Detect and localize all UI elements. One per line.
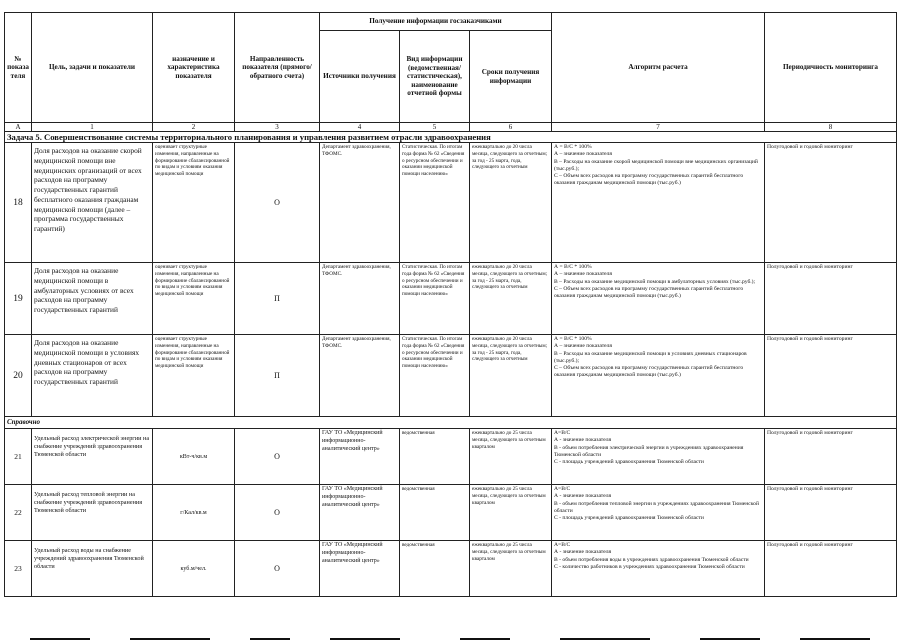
indicator-purpose: оценивает структурные изменения, направленные на формирование сбалансированной по видам и условиям оказания медицинской помощи <box>153 335 235 417</box>
monitoring-period: Полугодовой и годовой мониторинг <box>765 143 897 263</box>
calc-algorithm <box>552 541 765 597</box>
row-number: 19 <box>5 263 32 335</box>
calc-algorithm <box>552 263 765 335</box>
page-bottom-edge <box>0 636 905 640</box>
info-kind: Статистическая. По итогам года форма № 62 «Сведения о ресурсном обеспечении и оказании медицинской помощи населению» <box>400 143 470 263</box>
monitoring-period: Полугодовой и годовой мониторинг <box>765 541 897 597</box>
reference-row <box>5 417 897 429</box>
header-direction: Направленность показателя (прямого/обратного счета) <box>235 13 320 123</box>
info-terms: ежеквартально до 25 числа месяца, следующего за отчетным кварталом <box>470 429 552 485</box>
info-kind: Статистическая. По итогам года форма № 62 «Сведения о ресурсном обеспечении и оказании медицинской помощи населению» <box>400 335 470 417</box>
algo-line: А - значение показателя <box>554 549 612 556</box>
info-kind: ведомственная <box>400 485 470 541</box>
algo-line: С – Объем всех расходов на программу государственных гарантий бесплатного оказания гражданам медицинской помощи (тыс.руб.) <box>554 173 744 187</box>
section-row <box>5 132 897 143</box>
algo-line: А – значение показателя <box>554 151 613 158</box>
monitoring-period: Полугодовой и годовой мониторинг <box>765 429 897 485</box>
indicator-direction: О <box>235 485 320 541</box>
algo-line: В - объем потребления воды в учреждениях здравоохранения Тюменской области <box>554 556 749 563</box>
table-row <box>5 485 897 541</box>
calc-algorithm <box>552 335 765 417</box>
row-number: 18 <box>5 143 32 263</box>
row-number: 21 <box>5 429 32 485</box>
algo-line: В - объем потребления электрической энергии в учреждениях здравоохранения Тюменской области <box>554 444 744 458</box>
col-index: 4 <box>320 123 400 132</box>
algo-line: С – Объем всех расходов на программу государственных гарантий бесплатного оказания гражданам медицинской помощи (тыс.руб.) <box>554 285 744 300</box>
col-index: 7 <box>552 123 765 132</box>
indicator-name: Доля расходов на оказание скорой медицинской помощи вне медицинских организаций от всех расходов на программу государственных гарантий бесплатного оказания гражданам медицинской помощи (далее – программа государственных гарантий) <box>32 143 153 263</box>
col-index: 5 <box>400 123 470 132</box>
indicator-direction: П <box>235 263 320 335</box>
algo-line: А=В/С <box>554 430 571 436</box>
algo-line: В – Расходы на оказание медицинской помощи в амбулаторных условиях (тыс.руб.); <box>554 278 756 285</box>
info-source: Департамент здравоохранения, ТФОМС. <box>320 335 400 417</box>
indicator-unit: куб.м/чел. <box>153 541 235 597</box>
table-row <box>5 335 897 417</box>
info-terms: ежеквартально до 25 числа месяца, следующего за отчетным кварталом <box>470 485 552 541</box>
info-kind: ведомственная <box>400 429 470 485</box>
info-source: Департамент здравоохранения, ТФОМС. <box>320 143 400 263</box>
col-index: 6 <box>470 123 552 132</box>
indicator-direction: О <box>235 429 320 485</box>
info-source: ГАУ ТО «Медицинский информационно-аналитический центр» <box>320 429 400 485</box>
col-index: 8 <box>765 123 897 132</box>
row-number: 20 <box>5 335 32 417</box>
indicator-name: Удельный расход тепловой энергии на снабжение учреждений здравоохранения Тюменской области <box>32 485 153 541</box>
info-kind: ведомственная <box>400 541 470 597</box>
col-index: 3 <box>235 123 320 132</box>
monitoring-period: Полугодовой и годовой мониторинг <box>765 263 897 335</box>
algo-line: С – Объем всех расходов на программу государственных гарантий бесплатного оказания гражданам медицинской помощи (тыс.руб.) <box>554 365 744 379</box>
header-purpose: назначение и характеристика показателя <box>153 13 235 123</box>
column-index-row <box>5 123 897 132</box>
info-kind: Статистическая. По итогам года форма № 62 «Сведения о ресурсном обеспечении и оказании медицинской помощи населению» <box>400 263 470 335</box>
algo-line: В - объем потребления тепловой энергии в учреждениях здравоохранения Тюменской области <box>554 500 759 514</box>
algo-line: А - значение показателя <box>554 493 612 500</box>
info-terms: ежеквартально до 20 числа месяца, следующего за отчетным; за год - 25 марта, года, следующего за отчетным <box>470 335 552 417</box>
calc-algorithm <box>552 143 765 263</box>
info-source: ГАУ ТО «Медицинский информационно-аналитический центр» <box>320 485 400 541</box>
table-row <box>5 143 897 263</box>
monitoring-period: Полугодовой и годовой мониторинг <box>765 335 897 417</box>
header-source: Источники получения <box>320 31 400 123</box>
indicator-direction: О <box>235 541 320 597</box>
table-row <box>5 429 897 485</box>
header-goal: Цель, задачи и показатели <box>32 13 153 123</box>
section-title: Задача 5. Совершенствование системы территориального планирования и управления развитием отрасли здравоохранения <box>5 132 897 143</box>
info-source: Департамент здравоохранения, ТФОМС. <box>320 263 400 335</box>
monitoring-period: Полугодовой и годовой мониторинг <box>765 485 897 541</box>
algo-line: С - площадь учреждений здравоохранения Тюменской области <box>554 515 704 522</box>
indicator-direction: О <box>235 143 320 263</box>
algo-line: В – Расходы на оказание медицинской помощи в условиях дневных стационаров (тыс.руб.); <box>554 350 747 364</box>
indicator-unit: кВт-ч/кв.м <box>153 429 235 485</box>
indicator-name: Доля расходов на оказание медицинской помощи в условиях дневных стационаров от всех расходов на программу государственных гарантий <box>32 335 153 417</box>
row-number: 22 <box>5 485 32 541</box>
algo-line: А – значение показателя <box>554 343 613 350</box>
indicator-name: Доля расходов на оказание медицинской помощи в амбулаторных условиях от всех расходов на программу государственных гарантий <box>32 263 153 335</box>
algo-line: А = В/С * 100% <box>554 264 592 270</box>
algo-line: В – Расходы на оказание скорой медицинской помощи вне медицинских организаций (тыс.руб.); <box>554 158 758 172</box>
header-row-1 <box>5 13 897 31</box>
info-terms: ежеквартально до 20 числа месяца, следующего за отчетным; за год - 25 марта, года, следующего за отчетным <box>470 263 552 335</box>
indicator-name: Удельный расход электрической энергии на снабжение учреждений здравоохранения Тюменской области <box>32 429 153 485</box>
col-index: А <box>5 123 32 132</box>
algo-line: А=В/С <box>554 486 571 492</box>
col-index: 1 <box>32 123 153 132</box>
indicator-name: Удельный расход воды на снабжение учреждений здравоохранения Тюменской области <box>32 541 153 597</box>
info-terms: ежеквартально до 25 числа месяца, следующего за отчетным кварталом <box>470 541 552 597</box>
indicator-purpose: оценивает структурные изменения, направленные на формирование сбалансированной по видам и условиям оказания медицинской помощи <box>153 143 235 263</box>
indicator-unit: г/Кал/кв.м <box>153 485 235 541</box>
indicator-purpose: оценивает структурные изменения, направленные на формирование сбалансированной по видам и условиям оказания медицинской помощи <box>153 263 235 335</box>
header-group: Получение информации госзаказчиками <box>320 13 552 31</box>
calc-algorithm <box>552 429 765 485</box>
indicator-table <box>4 12 897 597</box>
calc-algorithm <box>552 485 765 541</box>
info-source: ГАУ ТО «Медицинский информационно-аналитический центр» <box>320 541 400 597</box>
algo-line: С - количество работников в учреждениях здравоохранения Тюменской области <box>554 563 745 570</box>
algo-line: А = В/С * 100% <box>554 336 592 342</box>
algo-line: А - значение показателя <box>554 437 612 444</box>
row-number: 23 <box>5 541 32 597</box>
info-terms: ежеквартально до 20 числа месяца, следующего за отчетным; за год - 25 марта, года, следующего за отчетным <box>470 143 552 263</box>
indicator-direction: П <box>235 335 320 417</box>
header-period: Периодичность мониторинга <box>765 13 897 123</box>
algo-line: А – значение показателя <box>554 271 613 278</box>
reference-label: Справочно <box>5 417 897 429</box>
algo-line: С - площадь учреждений здравоохранения Тюменской области <box>554 459 704 466</box>
header-num: № показа теля <box>5 13 32 123</box>
header-algo: Алгоритм расчета <box>552 13 765 123</box>
col-index: 2 <box>153 123 235 132</box>
table-row <box>5 263 897 335</box>
table-row <box>5 541 897 597</box>
header-terms: Сроки получения информации <box>470 31 552 123</box>
algo-line: А = В/С * 100% <box>554 144 592 150</box>
header-kind: Вид информации (ведомственная/статистическая), наименование отчетной формы <box>400 31 470 123</box>
algo-line: А=В/С <box>554 542 571 548</box>
